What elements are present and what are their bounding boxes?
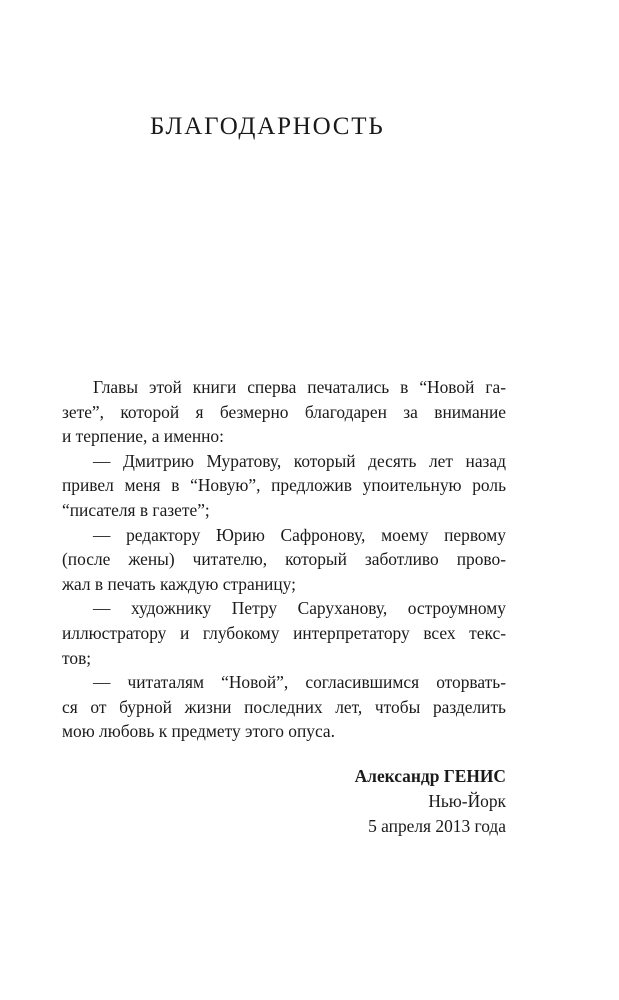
page-title: БЛАГОДАРНОСТЬ — [150, 113, 385, 140]
paragraph-line: тов; — [62, 647, 92, 668]
paragraph-line: ся от бурной жизни последних лет, чтобы разделить — [62, 696, 506, 717]
paragraph-line: и терпение, а именно: — [62, 426, 224, 447]
paragraph-line: иллюстратору и глубокому интерпретатору всех текс- — [62, 622, 506, 643]
author-name: Александр ГЕНИС — [354, 766, 506, 786]
paragraph-line: — художнику Петру Саруханову, остроумному — [93, 598, 506, 619]
paragraph-line: (после жены) читателю, который заботливо прово- — [62, 549, 506, 570]
paragraph-line: — редактору Юрию Сафронову, моему первому — [93, 524, 506, 545]
acknowledgement-text — [62, 375, 506, 744]
signature-date: 5 апреля 2013 года — [368, 816, 506, 836]
paragraph-line: жал в печать каждую страницу; — [62, 573, 296, 594]
paragraph-line: “писателя в газете”; — [62, 499, 210, 520]
paragraph-line: — читаталям “Новой”, согласившимся оторвать- — [93, 672, 506, 693]
paragraph-line: мою любовь к предмету этого опуса. — [62, 721, 335, 742]
paragraph-line: Главы этой книги сперва печатались в “Новой га- — [93, 377, 506, 397]
signature-block — [355, 764, 506, 839]
paragraph-line: привел меня в “Новую”, предложив упоительную роль — [62, 475, 506, 496]
signature-place: Нью-Йорк — [428, 791, 506, 811]
paragraph-line: — Дмитрию Муратову, который десять лет назад — [93, 450, 506, 471]
paragraph-line: зете”, которой я безмерно благодарен за внимание — [62, 401, 506, 422]
